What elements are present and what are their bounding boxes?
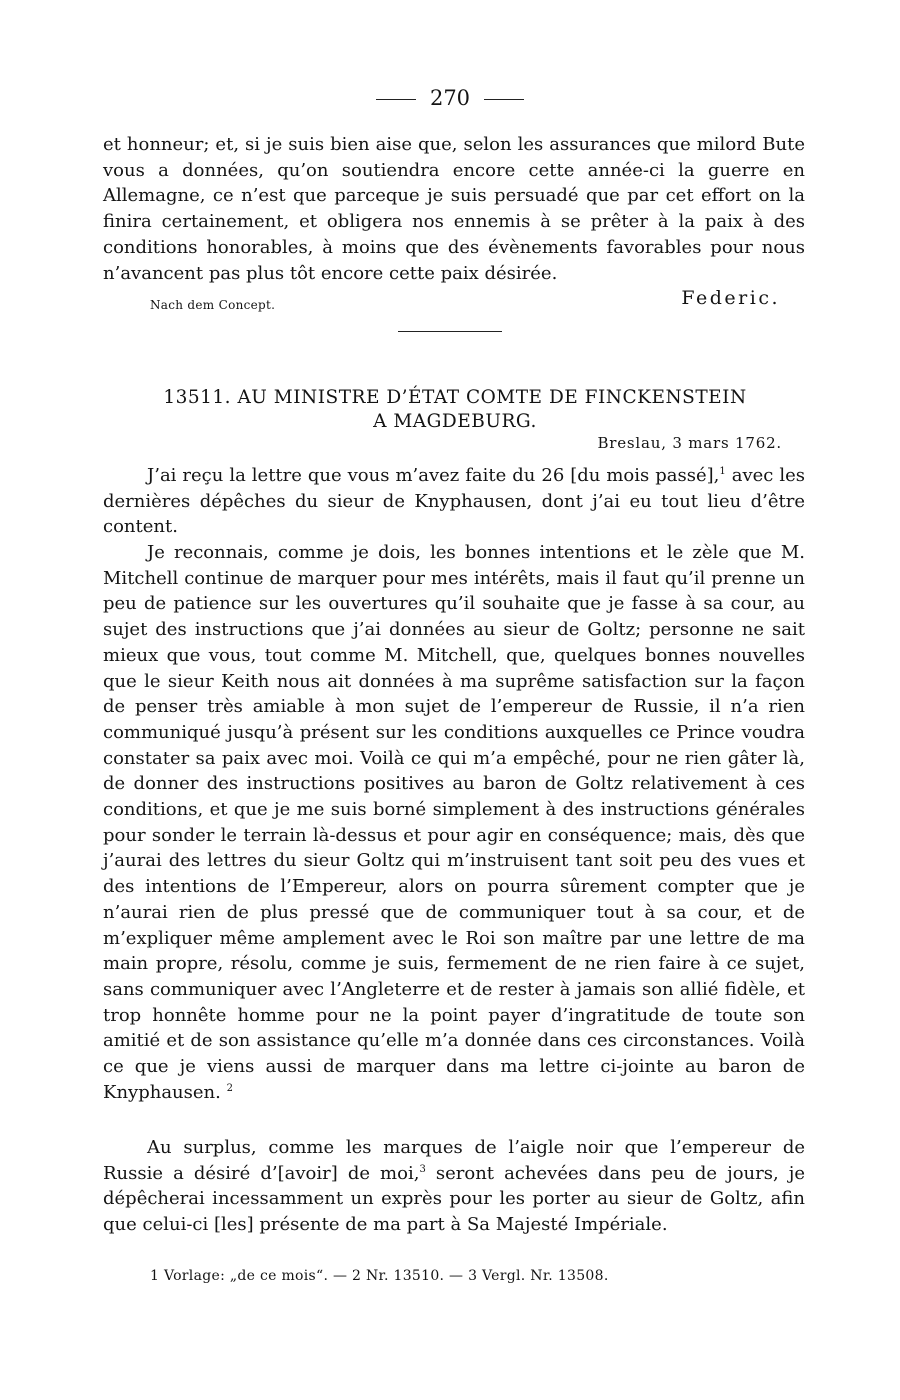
letter-heading-line1 xyxy=(110,386,800,410)
paragraph-3-rest: seront achevées dans peu de jours, je dépêcherai incessamment un exprès pour les porter au sieur de Goltz, afin que celui-ci [les] présente de ma part à Sa Majesté Impériale. xyxy=(103,1162,805,1236)
letter-title-line2: A MAGDEBURG. xyxy=(373,411,537,432)
header-rule-left xyxy=(376,99,416,100)
footnote-ref-1: 1 xyxy=(719,466,726,477)
signature: Federic. xyxy=(681,287,780,309)
footnotes: 1 Vorlage: „de ce mois“. — 2 Nr. 13510. — 3 Vergl. Nr. 13508. xyxy=(150,1268,609,1284)
paragraph-1-rest: avec les dernières dépêches du sieur de Knyphausen, dont j’ai eu tout lieu d’être content. xyxy=(103,465,805,538)
page-header xyxy=(0,86,900,110)
paragraph-1-text: J’ai reçu la lettre que vous m’avez faite du 26 [du mois passé], xyxy=(147,465,720,486)
dateline: Breslau, 3 mars 1762. xyxy=(597,434,782,452)
paragraph-1 xyxy=(103,463,805,540)
paragraph-3-text: Au surplus, comme les marques de l’aigle noir que l’empereur de Russie a désiré d’[avoir] de moi, xyxy=(103,1137,805,1184)
previous-letter-ending: et honneur; et, si je suis bien aise que, selon les assurances que milord Bute vous a données, qu’on soutiendra encore cette année-ci la guerre en Allemagne, ce n’est que parceque je suis persuadé que par cet effort on la finira certainement, et obligera nos ennemis à se prêter à la paix à des conditions honorables, à moins que des évènements favorables pour nous n’avancent pas plus tôt encore cette paix désirée. xyxy=(103,134,805,284)
letter-number: 13511. xyxy=(163,387,232,408)
section-divider xyxy=(398,331,502,332)
source-note: Nach dem Concept. xyxy=(150,298,276,312)
letter-heading xyxy=(110,386,800,434)
paragraph-2-text: Je reconnais, comme je dois, les bonnes intentions et le zèle que M. Mitchell continue de marquer pour mes intérêts, mais il faut qu’il prenne un peu de patience sur les ouvertures qu’il souhaite que je fasse à sa cour, au sujet des instructions que j’ai données au sieur de Goltz; personne ne sait mieux que vous, tout comme M. Mitchell, que, quelques bonnes nouvelles que le sieur Keith nous ait données à ma suprême satisfaction sur la façon de penser très amiable à mon sujet de l’empereur de Russie, il n’a rien communiqué jusqu’à présent sur les conditions auxquelles ce Prince voudra constater sa paix avec moi. Voilà ce qui m’a empêché, pour ne rien gâter là, de donner des instructions positives au baron de Goltz relativement à ces conditions, et que je me suis borné simplement à des instructions générales pour sonder le terrain là-dessus et pour agir en conséquence; mais, dès que j’aurai des lettres du sieur Goltz qui m’instruisent tant soit peu des vues et des intentions de l’Empereur, alors on pourra sûrement compter que je n’aurai rien de plus pressé que de communiquer tout à sa cour, et de m’expliquer même amplement avec le Roi son maître par une lettre de ma main propre, résolu, comme je suis, fermement de ne rien faire à ce sujet, sans communiquer avec l’Angleterre et de rester à jamais son allié fidèle, et trop honnête homme pour ne la point payer d’ingratitude de toute son amitié et de son assistance qu’elle m’a donnée dans ces circonstances. Voilà ce que je viens aussi de marquer dans ma lettre ci-jointe au baron de Knyphausen. xyxy=(103,542,805,1103)
footnote-ref-3: 3 xyxy=(419,1163,426,1175)
header-rule-right xyxy=(484,99,524,100)
page-number: 270 xyxy=(429,86,471,110)
paragraph-2 xyxy=(103,540,805,1105)
paragraph-3 xyxy=(103,1135,805,1238)
footnote-ref-2: 2 xyxy=(226,1082,233,1094)
letter-title: AU MINISTRE D’ÉTAT COMTE DE FINCKENSTEIN xyxy=(237,387,747,408)
